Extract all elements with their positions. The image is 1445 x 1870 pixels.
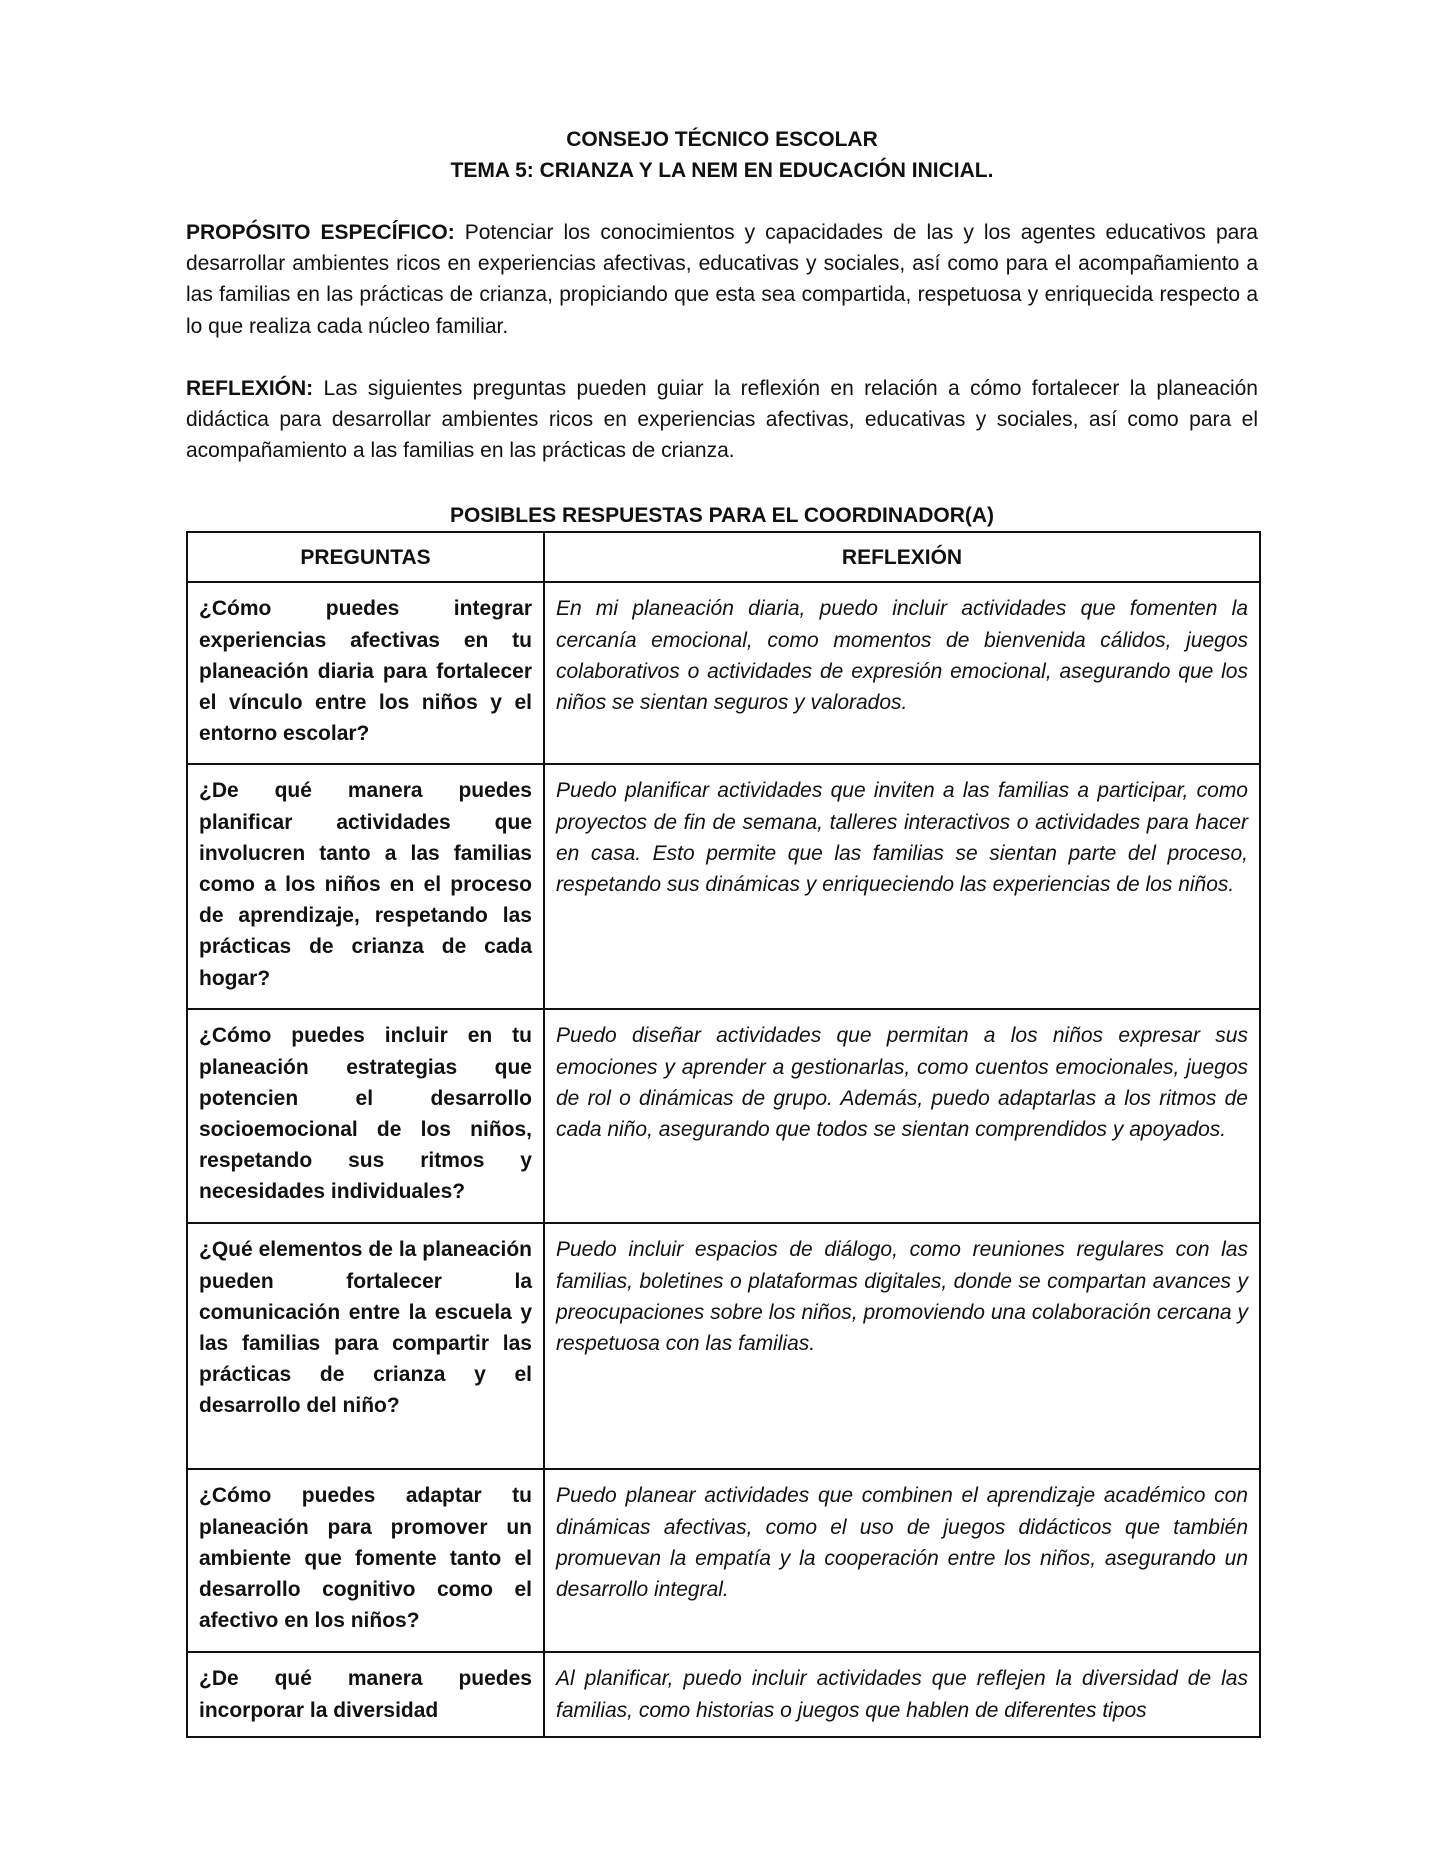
table-row: [187, 1009, 1260, 1223]
answer-cell: Puedo diseñar actividades que permitan a los niños expresar sus emociones y aprender a gestionarlas, como cuentos emocionales, juegos de rol o dinámicas de grupo. Además, puedo adaptarlas a los ritmos de cada niño, asegurando que todos se sientan comprendidos y apoyados.: [544, 1009, 1260, 1223]
reflection-text: Las siguientes preguntas pueden guiar la reflexión en relación a cómo fortalecer la planeación didáctica para desarrollar ambientes ricos en experiencias afectivas, educativas y sociales, así como para el acompañamiento a las familias en las prácticas de crianza.: [186, 376, 1258, 463]
spacer: [186, 466, 1258, 494]
question-cell: ¿De qué manera puedes planificar actividades que involucren tanto a las familias como a los niños en el proceso de aprendizaje, respetando las prácticas de crianza de cada hogar?: [187, 764, 544, 1009]
purpose-text: Potenciar los conocimientos y capacidades de las y los agentes educativos para desarrollar ambientes ricos en experiencias afectivas, educativas y sociales, así como para el acompañamiento a las familias en las prácticas de crianza, propiciando que esta sea compartida, respetuosa y enriquecida respecto a lo que realiza cada núcleo familiar.: [186, 221, 1258, 338]
spacer: [186, 342, 1258, 373]
answer-cell: Al planificar, puedo incluir actividades que reflejen la diversidad de las familias, como historias o juegos que hablen de diferentes tipos: [544, 1652, 1260, 1737]
purpose-label: PROPÓSITO ESPECÍFICO:: [186, 221, 455, 244]
question-cell: ¿Cómo puedes integrar experiencias afectivas en tu planeación diaria para fortalecer el vínculo entre los niños y el entorno escolar?: [187, 582, 544, 764]
document-title: CONSEJO TÉCNICO ESCOLAR: [566, 128, 878, 151]
purpose-paragraph: [186, 217, 1258, 342]
question-cell: ¿Qué elementos de la planeación pueden fortalecer la comunicación entre la escuela y las familias para compartir las prácticas de crianza y el desarrollo del niño?: [187, 1223, 544, 1469]
spacer: [186, 186, 1258, 217]
answer-cell: En mi planeación diaria, puedo incluir actividades que fomenten la cercanía emocional, como momentos de bienvenida cálidos, juegos colaborativos o actividades de expresión emocional, asegurando que los niños se sientan seguros y valorados.: [544, 582, 1260, 764]
question-cell: ¿Cómo puedes adaptar tu planeación para promover un ambiente que fomente tanto el desarrollo cognitivo como el afectivo en los niños?: [187, 1469, 544, 1652]
table-row: [187, 1223, 1260, 1469]
column-header-reflexion: REFLEXIÓN: [544, 532, 1260, 582]
table-title: POSIBLES RESPUESTAS PARA EL COORDINADOR(A): [449, 504, 995, 528]
table-header-row: [187, 532, 1260, 582]
answer-cell: Puedo planificar actividades que inviten a las familias a participar, como proyectos de fin de semana, talleres interactivos o actividades para hacer en casa. Esto permite que las familias se sientan parte del proceso, respetando sus dinámicas y enriqueciendo las experiencias de los niños.: [544, 764, 1260, 1009]
document-page: [186, 124, 1258, 1738]
answer-cell: Puedo planear actividades que combinen el aprendizaje académico con dinámicas afectivas, como el uso de juegos didácticos que también promuevan la empatía y la cooperación entre los niños, asegurando un desarrollo integral.: [544, 1469, 1260, 1652]
table-row: [187, 1652, 1260, 1737]
table-row: [187, 582, 1260, 764]
column-header-preguntas: PREGUNTAS: [187, 532, 544, 582]
questions-table: [186, 531, 1261, 1738]
answer-cell: Puedo incluir espacios de diálogo, como reuniones regulares con las familias, boletines o plataformas digitales, donde se compartan avances y preocupaciones sobre los niños, promoviendo una colaboración cercana y respetuosa con las familias.: [544, 1223, 1260, 1469]
document-subtitle: TEMA 5: CRIANZA Y LA NEM EN EDUCACIÓN INICIAL.: [450, 159, 994, 182]
reflection-paragraph: [186, 373, 1258, 467]
question-cell: ¿Cómo puedes incluir en tu planeación estrategias que potencien el desarrollo socioemocional de los niños, respetando sus ritmos y necesidades individuales?: [187, 1009, 544, 1223]
reflection-label: REFLEXIÓN:: [186, 376, 314, 400]
question-cell: ¿De qué manera puedes incorporar la diversidad: [187, 1652, 544, 1737]
table-row: [187, 764, 1260, 1009]
table-row: [187, 1469, 1260, 1652]
